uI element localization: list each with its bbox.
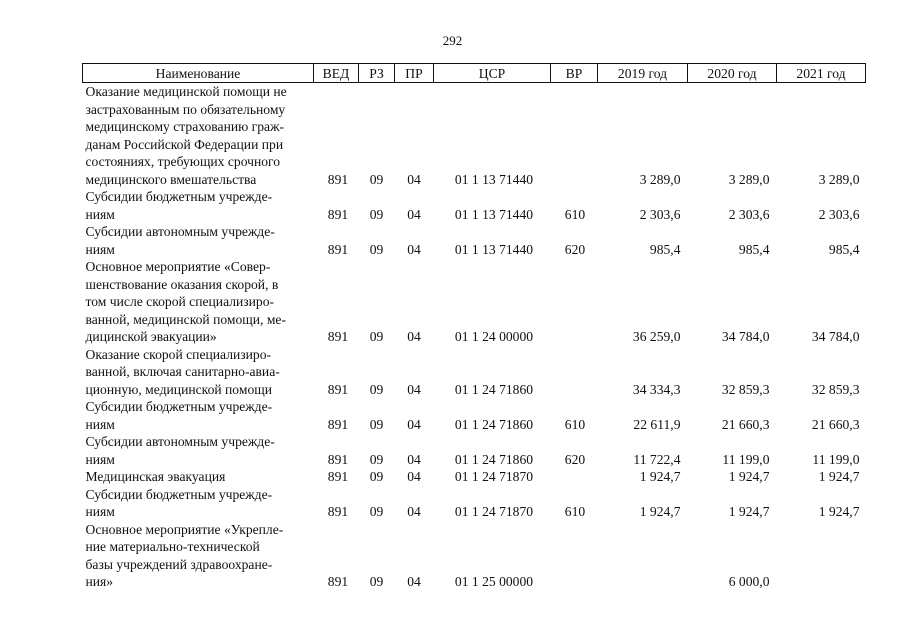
- cell-y2021: 1 924,7: [818, 469, 860, 484]
- table-header: [83, 64, 866, 83]
- cell-rz: 09: [369, 469, 384, 484]
- cell-ved: 891: [327, 504, 349, 519]
- row-name: [83, 398, 314, 433]
- cell-y2020: 2 303,6: [728, 206, 770, 222]
- cell-y2020: 11 199,0: [722, 451, 770, 467]
- cell-vr: 620: [564, 241, 586, 257]
- row-name-line: Субсидии автономным учрежде-: [85, 224, 275, 239]
- row-name-line: данам Российской Федерации при: [85, 136, 284, 152]
- cell-csr: 01 1 13 71440: [454, 171, 534, 187]
- cell-rz: 09: [369, 241, 384, 257]
- row-name-line: Субсидии бюджетным учрежде-: [85, 189, 273, 204]
- cell-vr: [551, 83, 598, 189]
- cell-y2020: 21 660,3: [721, 416, 770, 432]
- table-row: [83, 398, 866, 433]
- cell-y2019: 985,4: [649, 241, 681, 257]
- cell-rz: 09: [369, 329, 384, 344]
- row-name-line: ниям: [85, 416, 115, 432]
- cell-y2021: 34 784,0: [811, 329, 860, 344]
- cell-vr: 610: [564, 504, 586, 519]
- row-name-line: ниям: [85, 504, 115, 519]
- row-name-line: ниям: [85, 206, 115, 222]
- row-name: [83, 223, 314, 258]
- cell-y2019: [598, 521, 688, 591]
- cell-rz: 09: [369, 451, 384, 467]
- row-name-line: Основное мероприятие «Совер-: [85, 259, 271, 274]
- cell-pr: 04: [407, 329, 421, 344]
- cell-pr: 04: [407, 416, 421, 432]
- row-name-line: застрахованным по обязательному: [85, 101, 286, 117]
- table-row: [83, 188, 866, 223]
- cell-ved: 891: [327, 574, 349, 589]
- row-name-line: Оказание скорой специализиро-: [85, 346, 272, 362]
- row-name-line: Субсидии бюджетным учрежде-: [85, 399, 273, 414]
- row-name-line: состояниях, требующих срочного: [85, 154, 281, 169]
- cell-y2020: 6 000,0: [728, 574, 770, 589]
- cell-y2021: 1 924,7: [818, 504, 860, 519]
- table-row: [83, 468, 866, 486]
- cell-y2021: 2 303,6: [818, 206, 860, 222]
- cell-vr: 610: [564, 416, 586, 432]
- cell-rz: 09: [369, 171, 384, 187]
- cell-y2020: 1 924,7: [728, 504, 770, 519]
- cell-vr: [551, 521, 598, 591]
- column-header-name: Наименование: [83, 64, 314, 83]
- page-number: 292: [442, 33, 463, 48]
- cell-pr: 04: [407, 206, 421, 222]
- row-name: [83, 258, 314, 346]
- cell-pr: 04: [407, 241, 421, 257]
- cell-y2020: 1 924,7: [728, 469, 770, 484]
- cell-vr: 610: [564, 206, 586, 222]
- row-name-line: ванной, медицинской помощи, ме-: [85, 311, 286, 327]
- cell-ved: 891: [327, 469, 349, 484]
- cell-rz: 09: [369, 574, 384, 589]
- row-name: [83, 468, 314, 486]
- table-row: [83, 223, 866, 258]
- cell-y2021: 32 859,3: [811, 381, 860, 397]
- cell-csr: 01 1 24 00000: [454, 329, 534, 344]
- row-name-line: ниям: [85, 451, 115, 467]
- row-name-line: ниям: [85, 241, 115, 257]
- column-header-rz: РЗ: [359, 64, 395, 83]
- cell-y2019: 36 259,0: [632, 329, 681, 344]
- cell-y2019: 1 924,7: [639, 469, 681, 484]
- cell-y2021: 11 199,0: [812, 451, 860, 467]
- cell-y2019: 22 611,9: [633, 416, 681, 432]
- cell-csr: 01 1 24 71860: [454, 381, 534, 397]
- row-name-line: дицинской эвакуации»: [85, 329, 217, 344]
- cell-y2019: 1 924,7: [639, 504, 681, 519]
- row-name: [83, 521, 314, 591]
- cell-y2020: 985,4: [738, 241, 770, 257]
- table-row: [83, 83, 866, 189]
- cell-y2019: 3 289,0: [639, 171, 681, 187]
- cell-csr: 01 1 24 71870: [454, 469, 534, 484]
- cell-pr: 04: [407, 381, 421, 397]
- cell-ved: 891: [327, 329, 349, 344]
- cell-csr: 01 1 24 71870: [454, 504, 534, 519]
- cell-y2021: 3 289,0: [818, 171, 860, 187]
- cell-vr: [551, 346, 598, 399]
- row-name-line: Субсидии автономным учрежде-: [85, 434, 275, 449]
- column-header-2020: 2020 год: [688, 64, 777, 83]
- column-header-pr: ПР: [395, 64, 434, 83]
- cell-pr: 04: [407, 171, 421, 187]
- row-name: [83, 188, 314, 223]
- table-row: [83, 258, 866, 346]
- cell-pr: 04: [407, 469, 421, 484]
- row-name-line: ванной, включая санитарно-авиа-: [85, 364, 280, 379]
- table-body: [83, 83, 866, 591]
- cell-csr: 01 1 13 71440: [454, 206, 534, 222]
- table-row: [83, 346, 866, 399]
- row-name-line: ния»: [85, 574, 114, 589]
- table-row: [83, 433, 866, 468]
- row-name-line: Основное мероприятие «Укрепле-: [85, 521, 284, 537]
- cell-vr: [551, 258, 598, 346]
- column-header-ved: ВЕД: [314, 64, 359, 83]
- row-name-line: Медицинская эвакуация: [85, 469, 226, 484]
- row-name: [83, 433, 314, 468]
- cell-vr: [551, 468, 598, 486]
- cell-ved: 891: [327, 206, 349, 222]
- cell-ved: 891: [327, 171, 349, 187]
- cell-ved: 891: [327, 416, 349, 432]
- cell-pr: 04: [407, 451, 421, 467]
- cell-y2021: 985,4: [828, 241, 860, 257]
- row-name-line: медицинскому страхованию граж-: [85, 119, 285, 134]
- table-row: [83, 521, 866, 591]
- cell-y2020: 34 784,0: [721, 329, 770, 344]
- cell-ved: 891: [327, 241, 349, 257]
- table-row: [83, 486, 866, 521]
- row-name: [83, 486, 314, 521]
- row-name-line: Субсидии бюджетным учрежде-: [85, 486, 273, 502]
- cell-rz: 09: [369, 381, 384, 397]
- cell-ved: 891: [327, 381, 349, 397]
- cell-rz: 09: [369, 504, 384, 519]
- cell-ved: 891: [327, 451, 349, 467]
- cell-csr: 01 1 24 71860: [454, 416, 534, 432]
- column-header-vr: ВР: [551, 64, 598, 83]
- row-name-line: медицинского вмешательства: [85, 171, 257, 187]
- row-name: [83, 346, 314, 399]
- cell-y2019: 11 722,4: [633, 451, 681, 467]
- row-name-line: ние материально-технической: [85, 539, 260, 554]
- cell-csr: 01 1 13 71440: [454, 241, 534, 257]
- column-header-2019: 2019 год: [598, 64, 688, 83]
- cell-y2019: 34 334,3: [632, 381, 681, 397]
- row-name-line: базы учреждений здравоохране-: [85, 556, 273, 572]
- row-name-line: ционную, медицинской помощи: [85, 381, 272, 397]
- cell-y2021: [777, 521, 866, 591]
- cell-csr: 01 1 24 71860: [454, 451, 534, 467]
- row-name: [83, 83, 314, 189]
- column-header-csr: ЦСР: [434, 64, 551, 83]
- cell-y2020: 32 859,3: [721, 381, 770, 397]
- budget-table: [82, 63, 866, 591]
- row-name-line: том числе скорой специализиро-: [85, 294, 275, 309]
- cell-csr: 01 1 25 00000: [454, 574, 534, 589]
- cell-pr: 04: [407, 504, 421, 519]
- cell-rz: 09: [369, 206, 384, 222]
- row-name-line: Оказание медицинской помощи не: [85, 84, 287, 99]
- cell-y2019: 2 303,6: [639, 206, 681, 222]
- cell-vr: 620: [564, 451, 586, 467]
- column-header-2021: 2021 год: [777, 64, 866, 83]
- cell-y2020: 3 289,0: [728, 171, 770, 187]
- cell-y2021: 21 660,3: [811, 416, 860, 432]
- cell-pr: 04: [407, 574, 421, 589]
- cell-rz: 09: [369, 416, 384, 432]
- row-name-line: шенствование оказания скорой, в: [85, 276, 279, 292]
